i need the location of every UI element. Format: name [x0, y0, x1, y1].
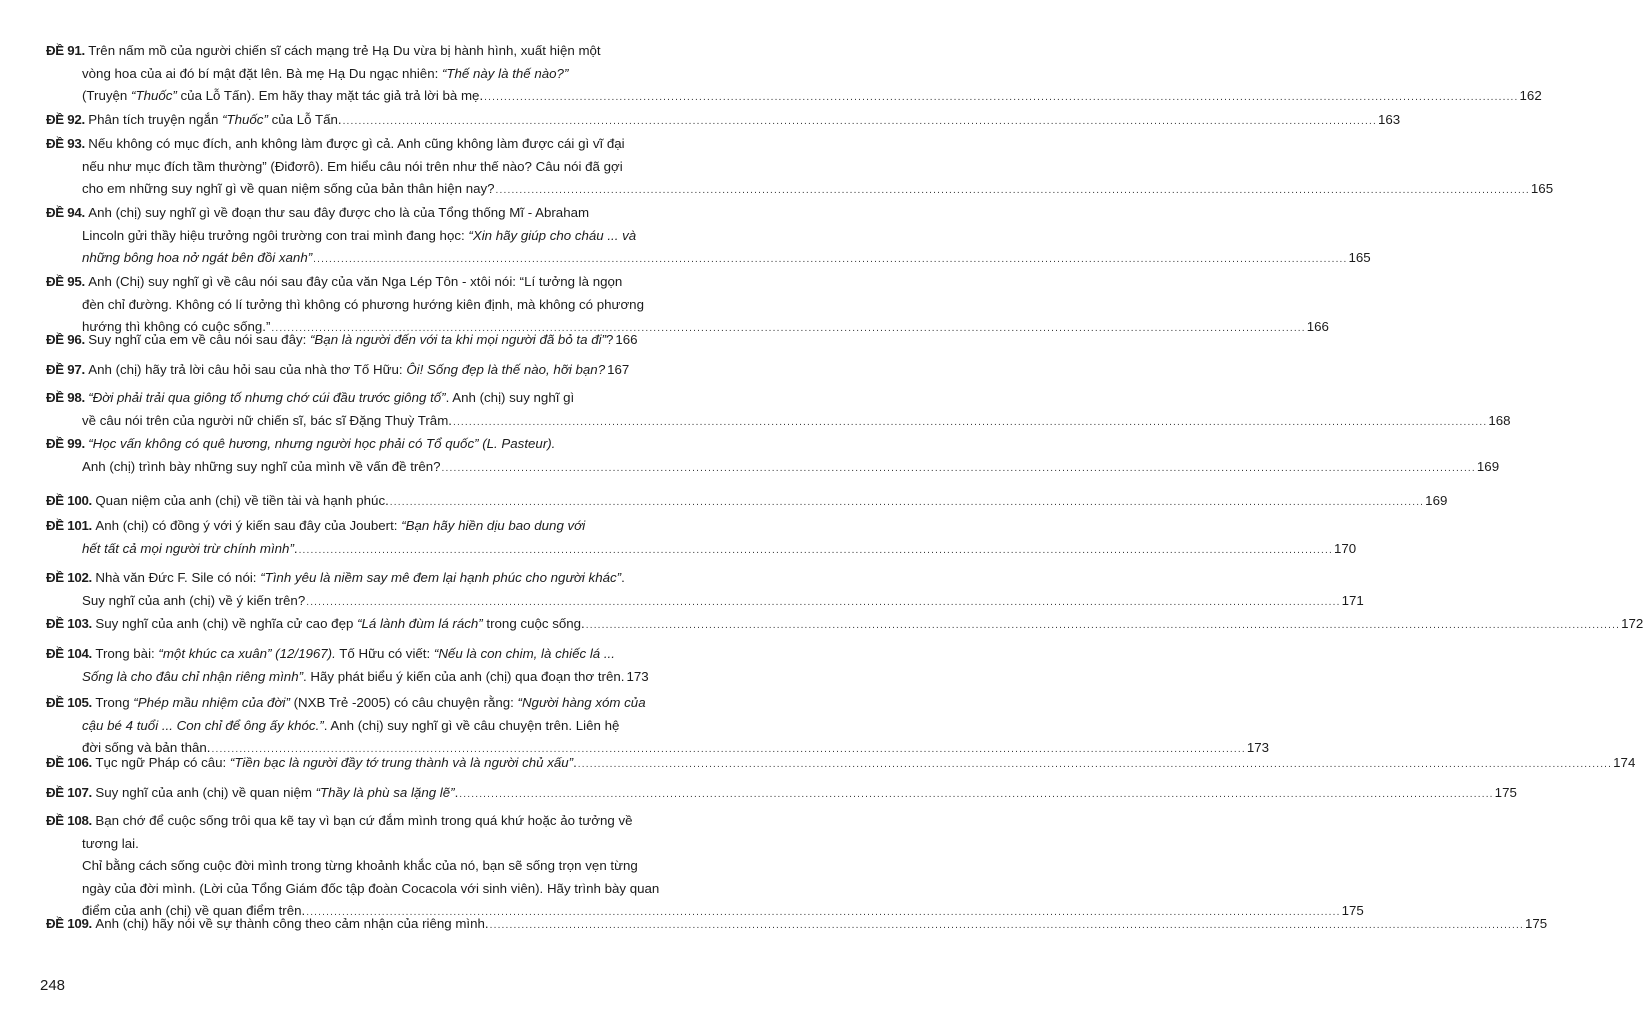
entry-line — [46, 590, 1364, 615]
entry-line — [46, 643, 628, 666]
entry-number: ĐỀ 95. — [46, 274, 89, 289]
entry-text — [46, 782, 458, 805]
entry-page-number: 168 — [1488, 412, 1511, 428]
text-segment: hướng thì không có cuộc sống.” — [82, 319, 271, 335]
entry-page-number: 169 — [1476, 458, 1500, 474]
entry-line — [46, 247, 1371, 272]
entry-line — [46, 133, 628, 156]
dot-leader: .................................................................................................................................................................................................................................................................... — [342, 116, 1377, 127]
entry-text — [46, 109, 342, 132]
entry-line — [46, 833, 628, 856]
entry-line — [46, 85, 1542, 110]
text-segment: . — [293, 540, 298, 556]
entry-page-number: 175 — [1341, 903, 1364, 919]
entry-text — [46, 518, 585, 533]
text-segment: Anh (chị) hãy nói về sự thành công theo cảm nhận của riêng mình. — [95, 916, 489, 931]
entry-text — [82, 228, 636, 243]
quoted-text: Ôi! Sống đẹp là thế nào, hỡi bạn? — [406, 362, 606, 377]
entry-text — [46, 913, 489, 936]
entry-line — [46, 878, 660, 901]
entry-page-number: 162 — [1519, 88, 1542, 104]
toc-entry — [46, 782, 1517, 807]
entry-line — [46, 271, 628, 294]
entry-text — [46, 205, 589, 220]
text-segment: . — [454, 785, 459, 800]
entry-number: ĐỀ 101. — [46, 518, 96, 533]
entry-number: ĐỀ 94. — [46, 205, 89, 220]
entry-line — [46, 387, 628, 410]
entry-text — [46, 752, 577, 775]
entry-text — [82, 590, 305, 613]
entry-number: ĐỀ 100. — [46, 493, 96, 508]
entry-text — [46, 436, 555, 451]
entry-line — [46, 109, 1401, 134]
dot-leader: .................................................................................................................................................................................................................................................................... — [298, 544, 1333, 556]
text-segment: Trong bài: — [95, 646, 159, 661]
quoted-text: “Học vấn không có quê hương, nhưng người học phải có Tổ quốc” (L. Pasteur). — [88, 436, 556, 451]
quoted-text: “Thuốc” — [131, 88, 177, 104]
entry-line — [46, 410, 1511, 435]
entry-number: ĐỀ 91. — [46, 43, 89, 58]
entry-text — [82, 858, 638, 873]
text-segment: Suy nghĩ của anh (chị) về nghĩa cử cao đẹp — [95, 616, 358, 631]
entry-text — [82, 881, 659, 896]
text-segment: vòng hoa của ai đó bí mật đặt lên. Bà mẹ Hạ Du ngạc nhiên: — [82, 65, 442, 81]
quoted-text: cậu bé 4 tuổi ... Con chỉ để ông ấy khóc.” — [82, 717, 324, 733]
dot-leader: .................................................................................................................................................................................................................................................................... — [389, 497, 1425, 508]
entry-line — [46, 225, 637, 248]
entry-number: ĐỀ 92. — [46, 112, 89, 127]
text-segment: Anh (chị) có đồng ý với ý kiến sau đây của Joubert: — [95, 518, 402, 533]
entry-text — [46, 274, 622, 289]
text-segment: . Anh (chị) suy nghĩ gì — [445, 390, 575, 405]
entry-line — [46, 433, 628, 456]
toc-entry — [46, 133, 1554, 203]
text-segment: Anh (Chị) suy nghĩ gì về câu nói sau đây của văn Nga Lép Tôn - xtôi nói: “Lí tưởng là ngọn — [88, 274, 623, 289]
entry-line — [46, 156, 628, 179]
dot-leader: .................................................................................................................................................................................................................................................................... — [271, 323, 1306, 335]
entry-text — [82, 159, 623, 174]
entry-text — [82, 538, 298, 561]
entry-text — [46, 570, 625, 585]
toc-entry — [46, 109, 1401, 134]
entry-line — [46, 810, 633, 833]
entry-line — [46, 752, 1636, 777]
dot-leader: .................................................................................................................................................................................................................................................................... — [306, 907, 1341, 919]
entry-text — [46, 329, 613, 352]
dot-leader: .................................................................................................................................................................................................................................................................... — [452, 416, 1488, 428]
text-segment: Bạn chớ để cuộc sống trôi qua kẽ tay vì bạn cứ đắm mình trong quá khứ hoặc ảo tưởng về — [95, 813, 633, 828]
text-segment: Anh (chị) suy nghĩ gì về đoạn thư sau đây được cho là của Tổng thống Mĩ - Abraham — [88, 205, 590, 220]
entry-text — [46, 390, 574, 405]
quoted-text: hết tất cả mọi người trừ chính mình” — [82, 540, 294, 556]
text-segment: Quan niệm của anh (chị) về tiền tài và hạnh phúc. — [95, 493, 389, 508]
text-segment: Anh (chị) hãy trả lời câu hỏi sau của nhà thơ Tố Hữu: — [88, 362, 407, 377]
quoted-text: “một khúc ca xuân” (12/1967). — [158, 646, 336, 661]
entry-number: ĐỀ 103. — [46, 616, 96, 631]
entry-number: ĐỀ 105. — [46, 695, 96, 710]
entry-text — [82, 666, 624, 689]
quoted-text: “Phép mầu nhiệm của đời” — [133, 695, 290, 710]
entry-line — [46, 538, 1357, 563]
entry-line — [46, 329, 638, 354]
entry-page-number: 175 — [1524, 916, 1548, 931]
entry-line — [46, 567, 628, 590]
text-segment: ngày của đời mình. (Lời của Tổng Giám đốc tập đoàn Cocacola với sinh viên). Hãy trình bày quan — [82, 880, 660, 896]
dot-leader: .................................................................................................................................................................................................................................................................... — [459, 789, 1494, 800]
dot-leader: .................................................................................................................................................................................................................................................................... — [585, 620, 1621, 631]
toc-entry — [46, 613, 1643, 638]
entry-page-number: 163 — [1377, 112, 1401, 127]
entry-line — [46, 40, 628, 63]
entry-number: ĐỀ 107. — [46, 785, 96, 800]
quoted-text: “Tình yêu là niềm say mê đem lại hạnh phúc cho người khác” — [260, 570, 622, 585]
text-segment: Phân tích truyện ngắn — [88, 112, 223, 127]
text-segment: về câu nói trên của người nữ chiến sĩ, bác sĩ Đặng Thuỳ Trâm. — [82, 412, 452, 428]
toc-entry — [46, 490, 1448, 515]
entry-page-number: 165 — [1530, 181, 1554, 197]
entry-number: ĐỀ 109. — [46, 916, 96, 931]
entry-number: ĐỀ 106. — [46, 755, 96, 770]
entry-text — [82, 178, 495, 201]
entry-line — [46, 490, 1448, 515]
text-segment: của Lỗ Tấn). Em hãy thay mặt tác giả trả lời bà mẹ. — [176, 88, 484, 104]
text-segment: . — [573, 755, 577, 770]
quoted-text: “Thế này là thế nào?” — [441, 65, 569, 81]
text-segment: ? — [605, 332, 614, 347]
entry-number: ĐỀ 98. — [46, 390, 89, 405]
page-number: 248 — [40, 977, 66, 994]
toc-entry — [46, 913, 1548, 938]
entry-text — [46, 490, 389, 513]
toc-entry — [46, 40, 1542, 110]
entry-line — [46, 715, 628, 738]
toc-entry — [46, 810, 1364, 925]
quoted-text: “Tiền bạc là người đầy tớ trung thành và là người chủ xấu” — [229, 755, 574, 770]
text-segment: Trên nấm mồ của người chiến sĩ cách mạng trẻ Hạ Du vừa bị hành hình, xuất hiện một — [88, 43, 601, 58]
text-segment: Chỉ bằng cách sống cuộc đời mình trong từng khoảnh khắc của nó, bạn sẽ sống trọn vẹn từng — [82, 858, 638, 874]
dot-leader: .................................................................................................................................................................................................................................................................... — [313, 254, 1348, 266]
text-segment: Suy nghĩ của anh (chị) về ý kiến trên? — [82, 592, 306, 608]
text-segment: trong cuộc sống. — [482, 616, 585, 631]
dot-leader: .................................................................................................................................................................................................................................................................... — [211, 744, 1246, 756]
quoted-text: “Thuốc” — [222, 112, 268, 127]
text-segment: cho em những suy nghĩ gì về quan niệm sống của bản thân hiện nay? — [82, 181, 495, 197]
entry-line — [46, 666, 649, 691]
toc-entry — [46, 752, 1636, 777]
entry-number: ĐỀ 108. — [46, 813, 96, 828]
entry-text — [82, 456, 441, 479]
entry-line — [46, 359, 628, 384]
quoted-text: “Thầy là phù sa lặng lẽ” — [315, 785, 455, 800]
text-segment: Lincoln gửi thầy hiệu trưởng ngôi trường con trai mình đang học: — [82, 227, 469, 243]
entry-page-number: 173 — [1246, 740, 1270, 756]
toc-entry — [46, 567, 1364, 614]
entry-number: ĐỀ 102. — [46, 570, 96, 585]
entry-line — [46, 294, 644, 317]
entry-text — [82, 247, 312, 270]
text-segment: (Truyện — [82, 88, 132, 104]
toc-entry — [46, 359, 628, 384]
text-segment: Trong — [95, 695, 134, 710]
entry-text — [46, 695, 646, 710]
quoted-text: “Đời phải trải qua giông tố nhưng chớ cúi đầu trước giông tố” — [88, 390, 446, 405]
text-segment: nếu như mục đích tầm thường” (Điđơrô). Em hiểu câu nói trên như thế nào? Câu nói đã gợi — [82, 158, 623, 174]
text-segment: đời sống và bản thân. — [82, 740, 211, 756]
dot-leader: .................................................................................................................................................................................................................................................................... — [484, 92, 1519, 104]
entry-number: ĐỀ 97. — [46, 362, 89, 377]
text-segment: điểm của anh (chị) về quan điểm trên. — [82, 903, 306, 919]
entry-page-number: 165 — [1348, 250, 1371, 266]
text-segment: Suy nghĩ của anh (chị) về quan niệm — [95, 785, 316, 800]
text-segment: của Lỗ Tấn. — [267, 112, 342, 127]
entry-page-number: 173 — [626, 668, 649, 684]
quoted-text: “Bạn hãy hiền dịu bao dung với — [401, 518, 586, 533]
entry-text — [46, 359, 605, 382]
toc-entry — [46, 433, 1500, 480]
quoted-text: “Người hàng xóm của — [517, 695, 646, 710]
entry-page-number: 167 — [607, 362, 630, 377]
text-segment: Anh (chị) trình bày những suy nghĩ của mình về vấn đề trên? — [82, 458, 441, 474]
toc-entry — [46, 643, 649, 690]
dot-leader: .................................................................................................................................................................................................................................................................... — [495, 185, 1530, 197]
toc-entry — [46, 387, 1511, 434]
entry-text — [82, 85, 483, 108]
entry-line — [46, 202, 628, 225]
entry-page-number: 166 — [1306, 319, 1329, 335]
entry-text — [46, 813, 633, 828]
entry-number: ĐỀ 96. — [46, 332, 89, 347]
quoted-text: “Lá lành đùm lá rách” — [357, 616, 483, 631]
entry-line — [46, 515, 628, 538]
quoted-text: “Nếu là con chim, là chiếc lá ... — [433, 646, 615, 661]
toc-entry — [46, 329, 638, 354]
entry-line — [46, 63, 628, 86]
text-segment: tương lai. — [82, 835, 139, 851]
text-segment: (NXB Trẻ -2005) có câu chuyện rằng: — [289, 695, 518, 710]
quoted-text: “Xin hãy giúp cho cháu ... và — [468, 227, 637, 243]
dot-leader: .................................................................................................................................................................................................................................................................... — [306, 596, 1341, 608]
toc-entry — [46, 202, 1371, 272]
entry-text — [46, 613, 585, 636]
text-segment: Nhà văn Đức F. Sile có nói: — [95, 570, 261, 585]
entry-line — [46, 613, 1643, 638]
dot-leader: .................................................................................................................................................................................................................................................................... — [441, 462, 1476, 474]
quoted-text: “Bạn là người đến với ta khi mọi người đã bỏ ta đi” — [310, 332, 606, 347]
text-segment: Suy nghĩ của em về câu nói sau đây: — [88, 332, 310, 347]
entry-page-number: 172 — [1621, 616, 1643, 631]
entry-number: ĐỀ 104. — [46, 646, 96, 661]
entry-page-number: 175 — [1494, 785, 1517, 800]
entry-line — [46, 692, 646, 715]
entry-page-number: 171 — [1341, 592, 1364, 608]
entry-line — [46, 178, 1554, 203]
text-segment: đèn chỉ đường. Không có lí tưởng thì không có phương hướng kiên định, mà không có phương — [82, 296, 644, 312]
entry-line — [46, 782, 1517, 807]
entry-text — [82, 410, 452, 433]
dot-leader: .................................................................................................................................................................................................................................................................... — [577, 759, 1613, 770]
entry-number: ĐỀ 99. — [46, 436, 89, 451]
entry-text — [82, 297, 644, 312]
entry-number: ĐỀ 93. — [46, 136, 89, 151]
entry-line — [46, 456, 1500, 481]
entry-line — [46, 913, 1548, 938]
entry-text — [46, 646, 615, 661]
toc-entry — [46, 515, 1357, 562]
entry-line — [46, 855, 638, 878]
entry-text — [82, 66, 568, 81]
entry-text — [46, 136, 625, 151]
entry-text — [82, 718, 619, 733]
quoted-text: Sống là cho đâu chỉ nhận riêng mình” — [82, 668, 304, 684]
entry-page-number: 166 — [615, 332, 638, 347]
quoted-text: những bông hoa nở ngát bên đồi xanh” — [82, 250, 313, 266]
text-segment: Nếu không có mục đích, anh không làm được gì cả. Anh cũng không làm được cái gì vĩ đại — [88, 136, 625, 151]
text-segment: Tục ngữ Pháp có câu: — [95, 755, 230, 770]
text-segment: Tố Hữu có viết: — [335, 646, 434, 661]
entry-text — [46, 43, 601, 58]
entry-page-number: 169 — [1425, 493, 1448, 508]
entry-text — [82, 836, 139, 851]
entry-page-number: 174 — [1613, 755, 1636, 770]
text-segment: . Hãy phát biểu ý kiến của anh (chị) qua đoạn thơ trên. — [303, 668, 625, 684]
text-segment: . Anh (chị) suy nghĩ gì về câu chuyện trên. Liên hệ — [323, 717, 620, 733]
dot-leader: .................................................................................................................................................................................................................................................................... — [489, 920, 1524, 931]
text-segment: . — [621, 570, 625, 585]
entry-page-number: 170 — [1333, 540, 1357, 556]
